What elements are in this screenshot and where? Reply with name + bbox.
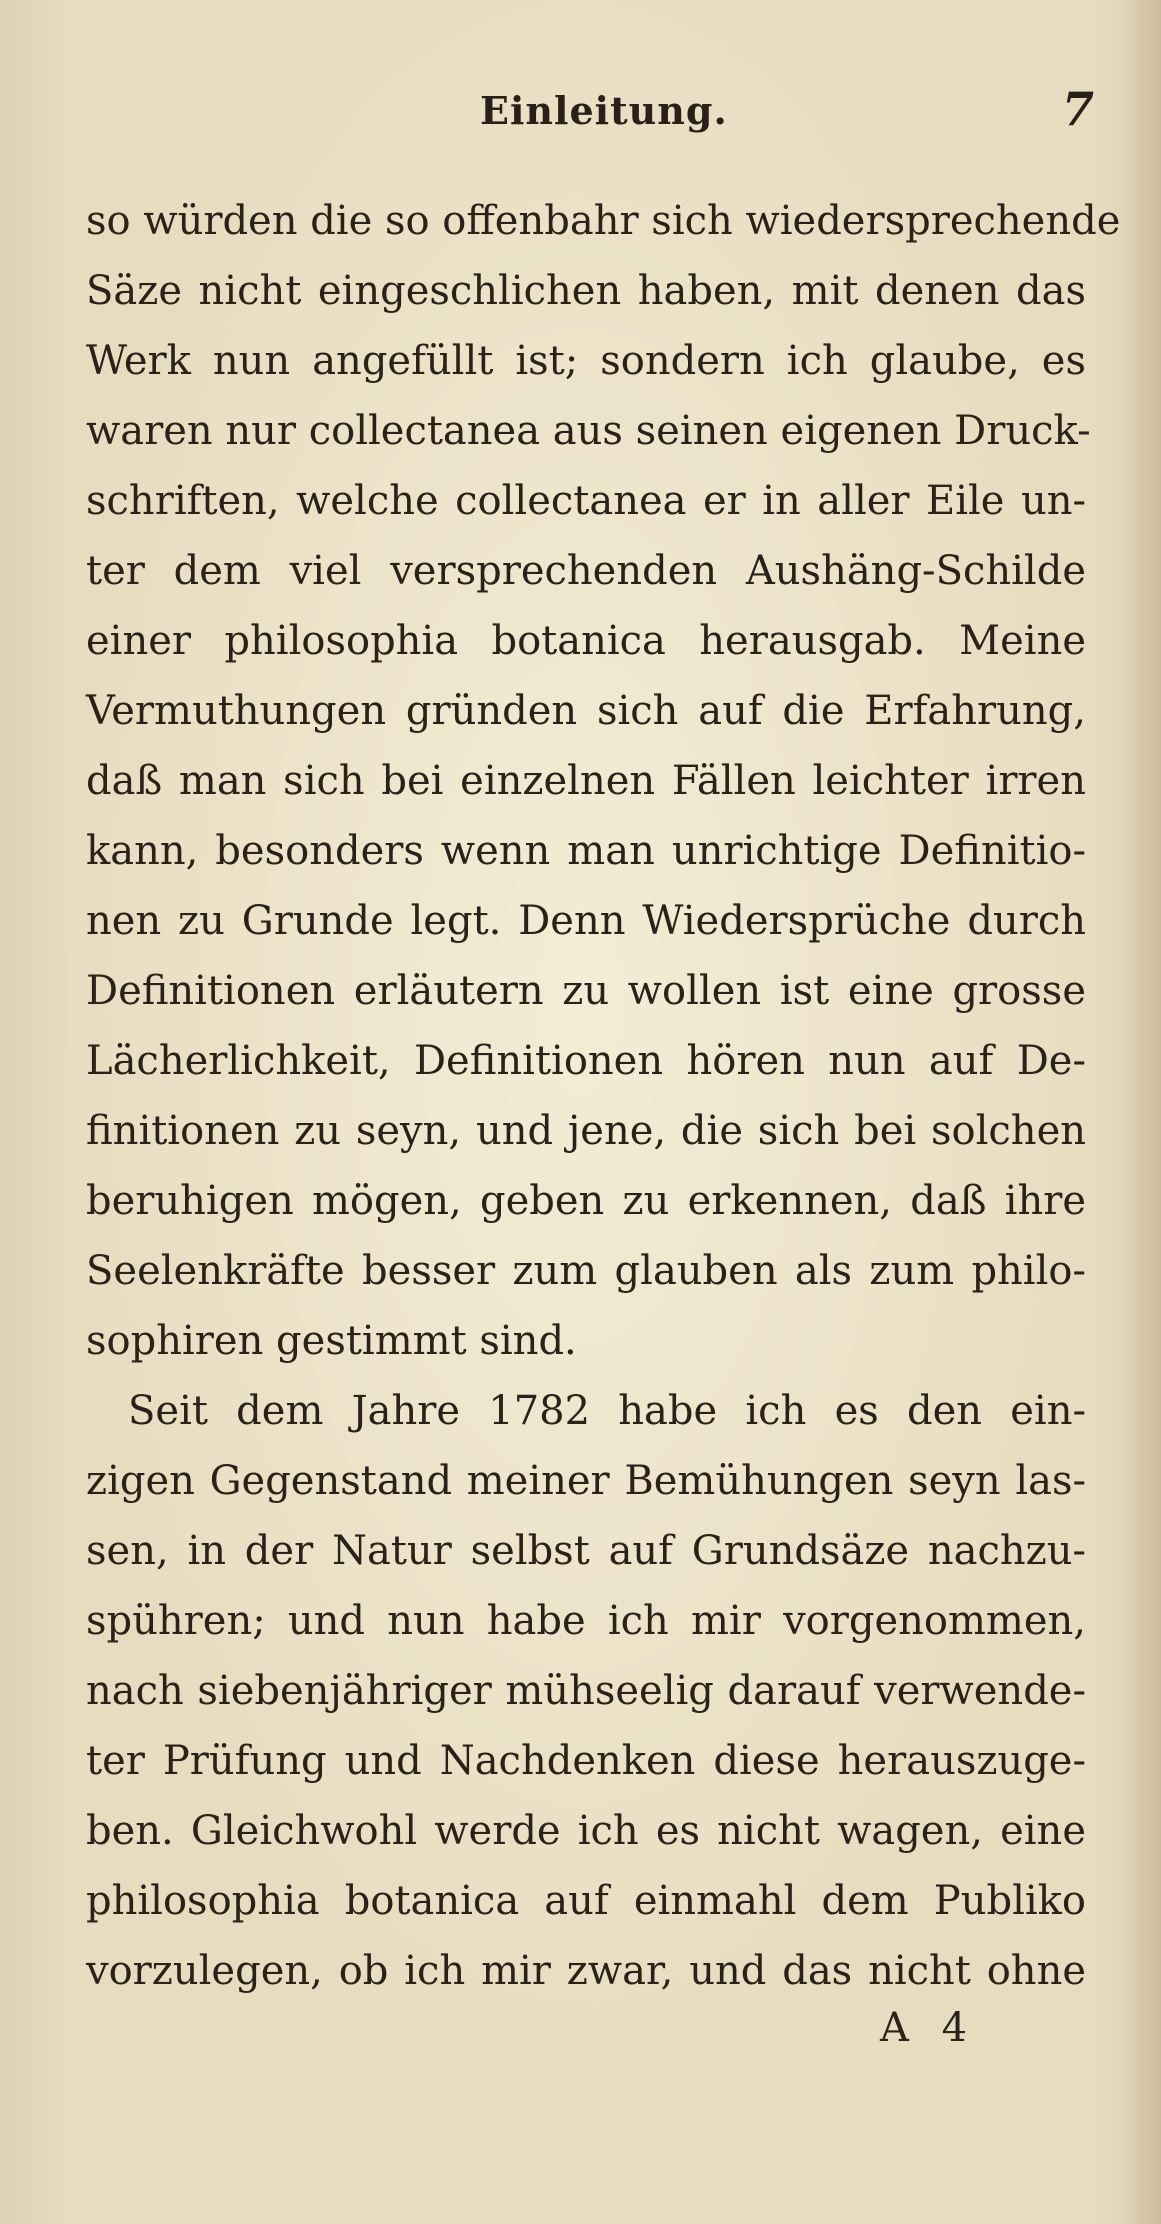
text-line: philosophia botanica auf einmahl dem Publiko xyxy=(86,1878,1086,1924)
text-line: Seelenkräfte besser zum glauben als zum philo- xyxy=(86,1248,1086,1294)
text-line: zigen Gegenstand meiner Bemühungen seyn las- xyxy=(86,1458,1086,1504)
text-line: Lächerlichkeit, Definitionen hören nun auf De- xyxy=(86,1038,1086,1084)
text-line: spühren; und nun habe ich mir vorgenommen, xyxy=(86,1598,1086,1644)
text-line: vorzulegen, ob ich mir zwar, und das nicht ohne xyxy=(86,1948,1086,1994)
text-line: Werk nun angefüllt ist; sondern ich glaube, es xyxy=(86,338,1086,384)
text-line: finitionen zu seyn, und jene, die sich bei solchen xyxy=(86,1108,1086,1154)
text-line: kann, besonders wenn man unrichtige Definitio- xyxy=(86,828,1086,874)
text-line: nach siebenjähriger mühseelig darauf verwende- xyxy=(86,1668,1086,1714)
text-line: schriften, welche collectanea er in aller Eile un- xyxy=(86,478,1086,524)
page-number: 7 xyxy=(1062,82,1095,136)
text-line: daß man sich bei einzelnen Fällen leichter irren xyxy=(86,758,1086,804)
text-line: ter Prüfung und Nachdenken diese herauszuge- xyxy=(86,1738,1086,1784)
page-title: Einleitung. xyxy=(480,88,728,133)
text-line: Säze nicht eingeschlichen haben, mit denen das xyxy=(86,268,1086,314)
text-line: sen, in der Natur selbst auf Grundsäze nachzu- xyxy=(86,1528,1086,1574)
page-edge-shadow xyxy=(1121,0,1161,2224)
text-line: sophiren gestimmt sind. xyxy=(86,1318,577,1364)
text-line: waren nur collectanea aus seinen eigenen Druck- xyxy=(86,408,1091,454)
paragraph-start-line: Seit dem Jahre 1782 habe ich es den ein- xyxy=(128,1388,1086,1434)
running-head xyxy=(0,82,1161,148)
body-text xyxy=(86,186,1121,2006)
text-line: nen zu Grunde legt. Denn Wiedersprüche durch xyxy=(86,898,1086,944)
text-line: beruhigen mögen, geben zu erkennen, daß ihre xyxy=(86,1178,1086,1224)
signature-mark: A 4 xyxy=(880,2005,978,2051)
text-line: einer philosophia botanica herausgab. Meine xyxy=(86,618,1086,664)
text-line: ter dem viel versprechenden Aushäng-Schilde xyxy=(86,548,1086,594)
text-line: ben. Gleichwohl werde ich es nicht wagen, eine xyxy=(86,1808,1086,1854)
text-line: Vermuthungen gründen sich auf die Erfahrung, xyxy=(86,688,1086,734)
text-line: Definitionen erläutern zu wollen ist eine grosse xyxy=(86,968,1086,1014)
text-line: so würden die so offenbahr sich wiedersprechende xyxy=(86,198,1121,244)
